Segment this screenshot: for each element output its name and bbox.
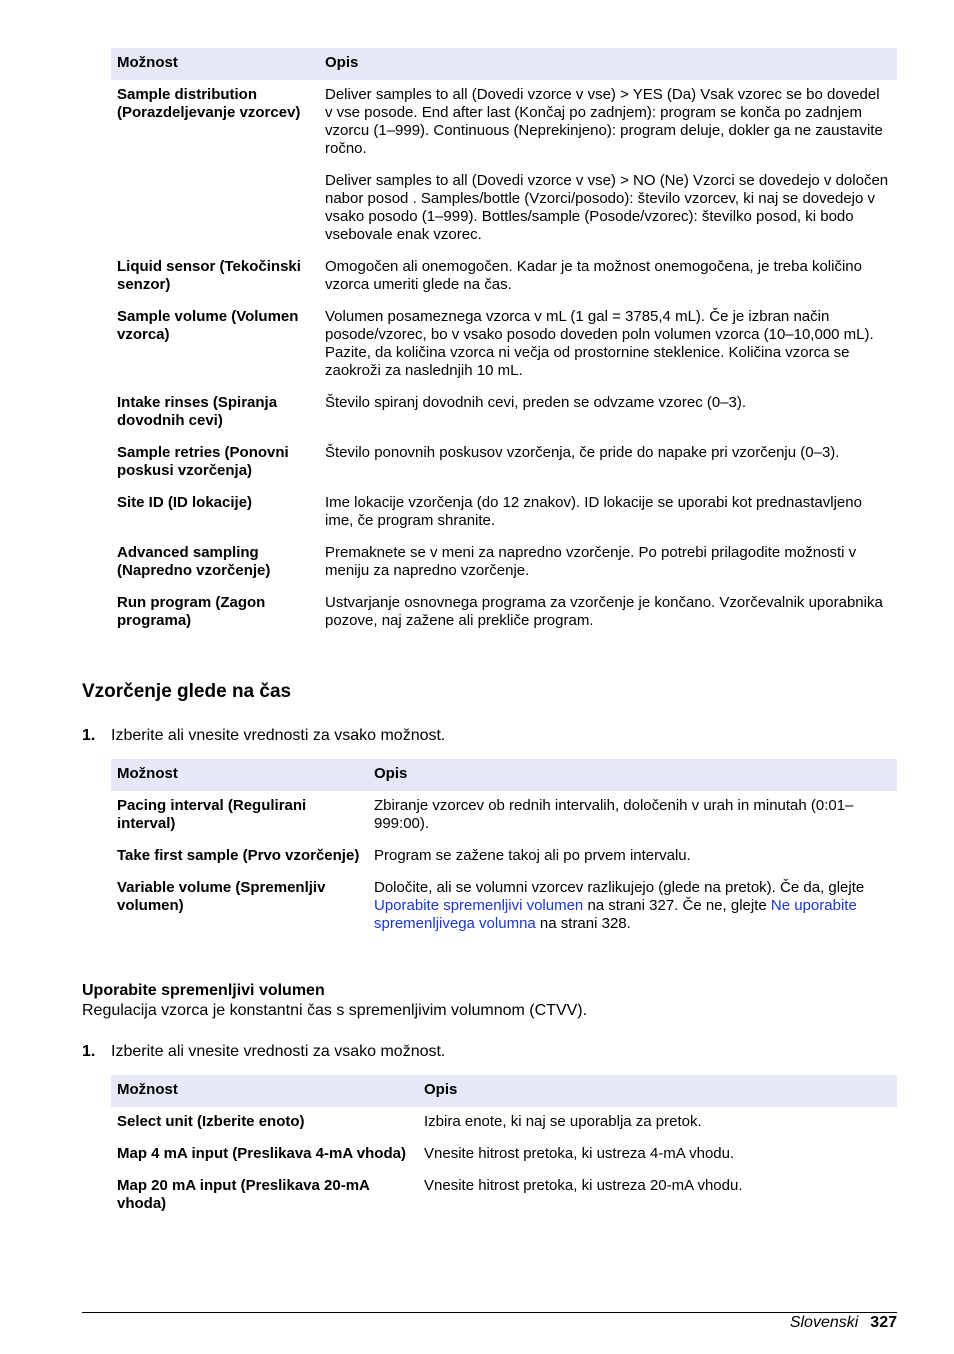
header-option: Možnost bbox=[111, 759, 368, 791]
table-row bbox=[111, 1107, 897, 1139]
step-1 bbox=[82, 726, 445, 746]
table-header-row bbox=[111, 1075, 897, 1107]
option-cell: Intake rinses (Spiranja dovodnih cevi) bbox=[117, 394, 278, 429]
option-cell: Liquid sensor (Tekočinski senzor) bbox=[117, 258, 301, 293]
option-cell: Variable volume (Spremenljiv volumen) bbox=[117, 879, 326, 914]
options-table-1 bbox=[111, 48, 897, 638]
option-cell: Sample retries (Ponovni poskusi vzorčenja) bbox=[117, 444, 289, 479]
description-cell: Izbira enote, ki naj se uporablja za pretok. bbox=[424, 1113, 702, 1130]
table-row bbox=[111, 80, 897, 252]
table-row bbox=[111, 488, 897, 538]
description-cell: Zbiranje vzorcev ob rednih intervalih, določenih v urah in minutah (0:01–999:00). bbox=[374, 797, 854, 832]
table-row bbox=[111, 252, 897, 302]
page-number: 327 bbox=[870, 1314, 897, 1331]
table-header-row bbox=[111, 48, 897, 80]
section-title: Vzorčenje glede na čas bbox=[82, 681, 292, 702]
table-row bbox=[111, 302, 897, 388]
option-cell: Take first sample (Prvo vzorčenje) bbox=[117, 847, 360, 864]
link-no-variable-volume[interactable]: Ne uporabite spremenljivega volumna bbox=[374, 897, 857, 932]
table-header-row bbox=[111, 759, 897, 791]
description-cell bbox=[319, 80, 897, 252]
header-option: Možnost bbox=[111, 1075, 418, 1107]
table-row bbox=[111, 388, 897, 438]
description-cell: Vnesite hitrost pretoka, ki ustreza 20-mA vhodu. bbox=[424, 1177, 743, 1194]
table-row bbox=[111, 538, 897, 588]
option-cell: Advanced sampling (Napredno vzorčenje) bbox=[117, 544, 271, 579]
description-paragraph: Deliver samples to all (Dovedi vzorce v vse) > NO (Ne) Vzorci se dovedejo v določen nabor posod . Samples/bottle (Vzorci/posodo): število vzorcev, ki naj se dovedejo v vsako posodo (1–999). Bottles/sample (Posode/vzorec): številko posod, ki bodo vsebovale enak vzorec. bbox=[325, 172, 889, 243]
option-cell: Sample distribution (Porazdeljevanje vzorcev) bbox=[117, 86, 301, 121]
option-cell: Site ID (ID lokacije) bbox=[117, 494, 253, 511]
description-text: Določite, ali se volumni vzorcev razlikujejo (glede na pretok). Če da, glejte bbox=[374, 879, 865, 896]
description-cell: Omogočen ali onemogočen. Kadar je ta možnost onemogočena, je treba količino vzorca umeriti glede na čas. bbox=[325, 258, 862, 293]
description-text: na strani 327. Če ne, glejte bbox=[587, 897, 767, 914]
table-row bbox=[111, 791, 897, 841]
description-cell: Premaknete se v meni za napredno vzorčenje. Po potrebi prilagodite možnosti v meniju za napredno vzorčenje. bbox=[325, 544, 857, 579]
description-cell: Volumen posameznega vzorca v mL (1 gal = 3785,4 mL). Če je izbran način posode/vzorec, bo v vsako posodo doveden poln volumen vzorca (10–10,000 mL). Pazite, da količina vzorca ni večja od prostornine steklenice. Količina vzorca se zaokroži za naslednjih 10 mL. bbox=[325, 308, 874, 379]
option-cell: Map 4 mA input (Preslikava 4-mA vhoda) bbox=[117, 1145, 406, 1162]
step-number: 1. bbox=[82, 727, 96, 744]
description-cell bbox=[368, 873, 897, 941]
description-cell: Število spiranj dovodnih cevi, preden se odvzame vzorec (0–3). bbox=[325, 394, 747, 411]
description-cell: Ime lokacije vzorčenja (do 12 znakov). ID lokacije se uporabi kot prednastavljeno ime, če program shranite. bbox=[325, 494, 862, 529]
footer-language: Slovenski bbox=[789, 1314, 859, 1331]
table-row bbox=[111, 438, 897, 488]
table-row bbox=[111, 588, 897, 638]
option-cell: Run program (Zagon programa) bbox=[117, 594, 266, 629]
options-table-3 bbox=[111, 1075, 897, 1221]
subsection-title: Uporabite spremenljivi volumen bbox=[82, 982, 325, 999]
step-text: Izberite ali vnesite vrednosti za vsako možnost. bbox=[111, 727, 446, 744]
description-cell: Število ponovnih poskusov vzorčenja, če pride do napake pri vzorčenju (0–3). bbox=[325, 444, 840, 461]
table-row bbox=[111, 873, 897, 941]
step-1 bbox=[82, 1042, 445, 1062]
description-cell: Program se zažene takoj ali po prvem intervalu. bbox=[374, 847, 691, 864]
options-table-2 bbox=[111, 759, 897, 941]
subsection-text: Regulacija vzorca je konstantni čas s spremenljivim volumnom (CTVV). bbox=[82, 1002, 588, 1019]
description-cell: Ustvarjanje osnovnega programa za vzorčenje je končano. Vzorčevalnik uporabnika pozove, naj zažene ali prekliče program. bbox=[325, 594, 883, 629]
header-description: Opis bbox=[368, 759, 897, 791]
header-description: Opis bbox=[418, 1075, 897, 1107]
table-row bbox=[111, 841, 897, 873]
option-cell: Map 20 mA input (Preslikava 20-mA vhoda) bbox=[117, 1177, 370, 1212]
option-cell: Pacing interval (Regulirani interval) bbox=[117, 797, 307, 832]
description-cell: Vnesite hitrost pretoka, ki ustreza 4-mA vhodu. bbox=[424, 1145, 735, 1162]
description-paragraph: Deliver samples to all (Dovedi vzorce v vse) > YES (Da) Vsak vzorec se bo dovedel v vse posode. End after last (Končaj po zadnjem): program se konča po zadnjem vzorcu (1–999). Continuous (Neprekinjeno): program deluje, dokler ga ne zaustavite ročno. bbox=[325, 86, 883, 157]
table-row bbox=[111, 1139, 897, 1171]
table-row bbox=[111, 1171, 897, 1221]
step-number: 1. bbox=[82, 1043, 96, 1060]
step-text: Izberite ali vnesite vrednosti za vsako možnost. bbox=[111, 1043, 446, 1060]
option-cell: Sample volume (Volumen vzorca) bbox=[117, 308, 299, 343]
footer-divider bbox=[82, 1312, 897, 1313]
link-variable-volume[interactable]: Uporabite spremenljivi volumen bbox=[374, 897, 584, 914]
header-option: Možnost bbox=[111, 48, 319, 80]
description-text: na strani 328. bbox=[539, 915, 631, 932]
page-footer bbox=[790, 1313, 897, 1333]
header-description: Opis bbox=[319, 48, 897, 80]
option-cell: Select unit (Izberite enoto) bbox=[117, 1113, 305, 1130]
